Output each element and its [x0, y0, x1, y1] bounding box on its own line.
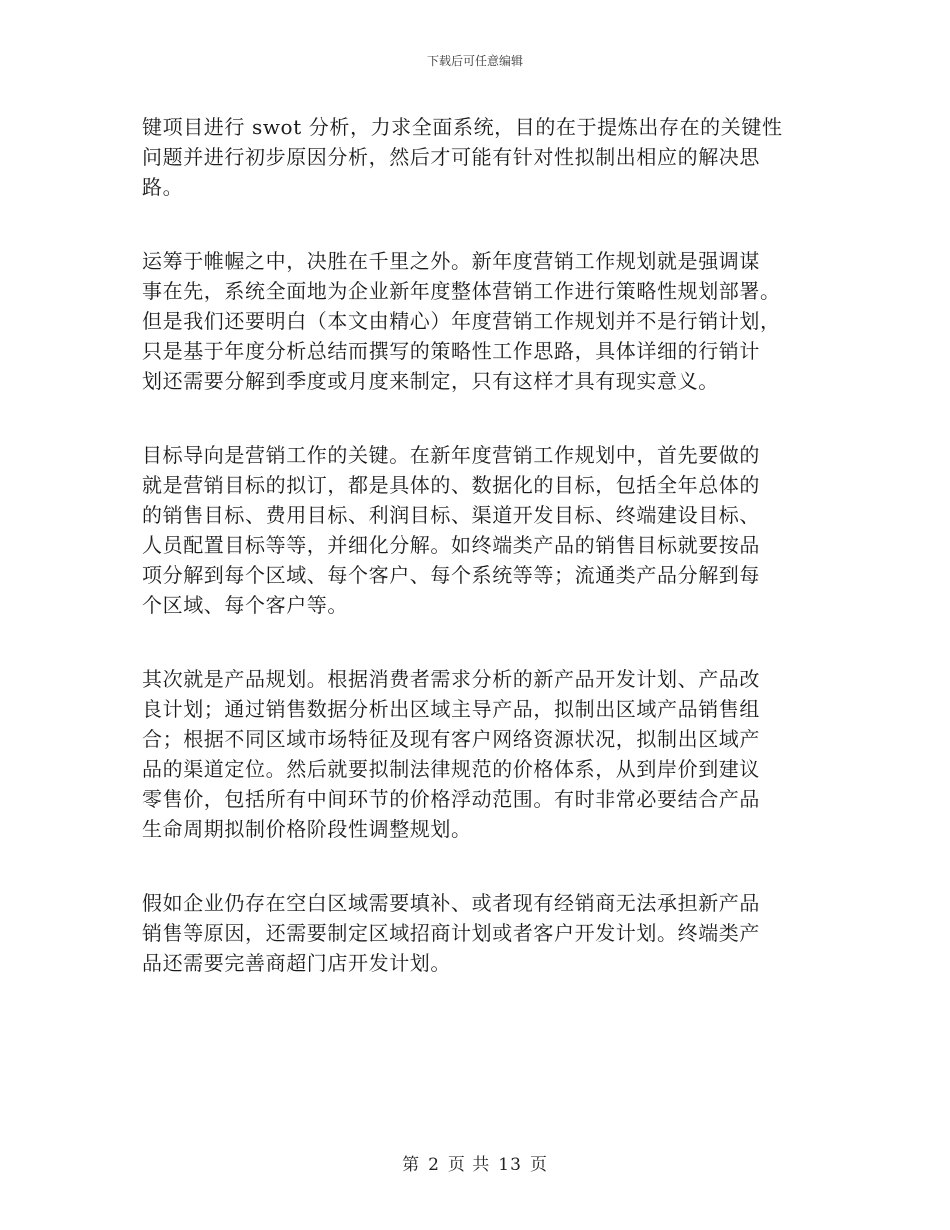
text-line: 目标导向是营销工作的关键。在新年度营销工作规划中，首先要做的 [142, 443, 760, 467]
document-body [142, 112, 806, 1022]
text-line: 品还需要完善商超门店开发计划。 [142, 951, 451, 975]
text-line: 只是基于年度分析总结而撰写的策略性工作思路，具体详细的行销计 [142, 339, 760, 363]
page-header: 下载后可任意编辑 [426, 54, 523, 68]
text-line: 路。 [142, 175, 184, 199]
page-number: 2 [428, 1155, 440, 1175]
text-line: 假如企业仍存在空白区域需要填补、或者现有经销商无法承担新产品 [142, 891, 760, 915]
text-line: 个区域、每个客户等。 [142, 593, 348, 617]
text-line: 键项目进行 swot 分析，力求全面系统，目的在于提炼出存在的关键性 [142, 115, 783, 139]
text-line: 就是营销目标的拟订，都是具体的、数据化的目标，包括全年总体的 [142, 473, 760, 497]
text-line: 但是我们还要明白（本文由精心）年度营销工作规划并不是行销计划， [142, 309, 781, 333]
text-line: 生命周期拟制价格阶段性调整规划。 [142, 817, 472, 841]
text-line: 事在先，系统全面地为企业新年度整体营销工作进行策略性规划部署。 [142, 279, 781, 303]
text-line: 品的渠道定位。然后就要拟制法律规范的价格体系，从到岸价到建议 [142, 757, 760, 781]
paragraph [142, 888, 806, 978]
page-label-middle: 页 共 [447, 1155, 491, 1175]
page-total: 13 [498, 1155, 522, 1175]
text-line: 运筹于帷幄之中，决胜在千里之外。新年度营销工作规划就是强调谋 [142, 249, 760, 273]
text-line: 人员配置目标等等，并细化分解。如终端类产品的销售目标就要按品 [142, 533, 760, 557]
paragraph [142, 246, 806, 396]
text-line: 合；根据不同区域市场特征及现有客户网络资源状况，拟制出区域产 [142, 727, 760, 751]
text-line: 其次就是产品规划。根据消费者需求分析的新产品开发计划、产品改 [142, 667, 760, 691]
paragraph [142, 112, 806, 202]
page-label-prefix: 第 [402, 1155, 421, 1175]
text-line: 零售价，包括所有中间环节的价格浮动范围。有时非常必要结合产品 [142, 787, 760, 811]
page-footer [0, 1155, 950, 1175]
text-line: 的销售目标、费用目标、利润目标、渠道开发目标、终端建设目标、 [142, 503, 760, 527]
text-line: 问题并进行初步原因分析，然后才可能有针对性拟制出相应的解决思 [142, 145, 760, 169]
text-line: 项分解到每个区域、每个客户、每个系统等等；流通类产品分解到每 [142, 563, 760, 587]
paragraph [142, 440, 806, 620]
text-line: 销售等原因，还需要制定区域招商计划或者客户开发计划。终端类产 [142, 921, 760, 945]
text-line: 良计划；通过销售数据分析出区域主导产品，拟制出区域产品销售组 [142, 697, 760, 721]
page-label-suffix: 页 [529, 1155, 548, 1175]
text-line: 划还需要分解到季度或月度来制定，只有这样才具有现实意义。 [142, 369, 719, 393]
paragraph [142, 664, 806, 844]
